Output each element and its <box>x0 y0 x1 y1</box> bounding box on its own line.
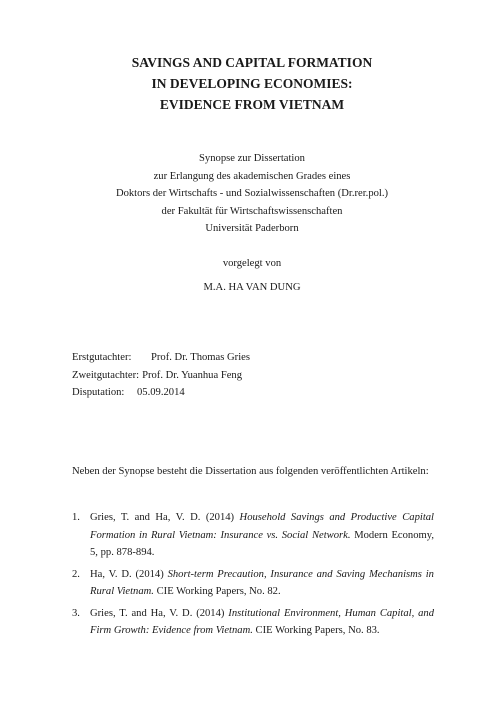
article-title: Household Savings and Productive Capital Formation in Rural Vietnam: Insurance vs. Social Network. <box>90 512 435 541</box>
presented-by-label: vorgelegt von <box>222 258 282 269</box>
synopse-line: der Fakultät für Wirtschaftswissenschaften <box>161 205 343 217</box>
article-number: 2. <box>72 568 80 580</box>
article-authors: Gries, T. and Ha, V. D. (2014) <box>90 512 240 523</box>
article-authors: Gries, T. and Ha, V. D. (2014) <box>90 607 229 619</box>
first-examiner-value: Prof. Dr. Thomas Gries <box>151 352 250 363</box>
list-item <box>72 605 434 640</box>
list-item <box>72 509 434 562</box>
list-item <box>72 566 434 601</box>
author-name: M.A. HA VAN DUNG <box>203 282 301 293</box>
first-examiner-label: Erstgutachter: <box>72 352 132 363</box>
article-source: CIE Working Papers, No. 82. <box>153 586 281 597</box>
first-examiner-row <box>72 349 432 367</box>
article-citation <box>90 566 434 601</box>
second-examiner-value: Prof. Dr. Yuanhua Feng <box>142 369 243 381</box>
article-source: Modern Economy, 5, pp. 878-894. <box>90 529 434 558</box>
title-line: SAVINGS AND CAPITAL FORMATION <box>131 55 373 70</box>
synopse-line: zur Erlangung des akademischen Grades eines <box>153 170 351 182</box>
disputation-row <box>72 384 432 402</box>
synopse-block <box>0 150 504 238</box>
disputation-label: Disputation: <box>72 387 125 398</box>
article-title: Short-term Precaution, Insurance and Saving Mechanisms in Rural Vietnam. <box>90 568 434 597</box>
articles-list <box>72 509 434 644</box>
article-title: Institutional Environment, Human Capital, and Firm Growth: Evidence from Vietnam. <box>90 607 434 636</box>
article-authors: Ha, V. D. (2014) <box>90 568 168 580</box>
synopse-line: Synopse zur Dissertation <box>199 153 305 164</box>
examiners-block <box>72 349 432 402</box>
article-source: CIE Working Papers, No. 83. <box>252 625 380 636</box>
article-number: 1. <box>72 512 80 523</box>
title-line: IN DEVELOPING ECONOMIES: <box>151 76 353 91</box>
article-citation <box>90 509 434 562</box>
document-title <box>0 52 504 115</box>
second-examiner-label: Zweitgutachter: <box>72 369 140 381</box>
article-citation <box>90 605 434 640</box>
article-number: 3. <box>72 607 80 619</box>
title-line: EVIDENCE FROM VIETNAM <box>159 97 345 112</box>
second-examiner-row <box>72 367 432 385</box>
synopse-line: Doktors der Wirtschafts - und Sozialwissenschaften (Dr.rer.pol.) <box>115 188 389 199</box>
disputation-value: 05.09.2014 <box>137 387 185 398</box>
articles-intro: Neben der Synopse besteht die Dissertation aus folgenden veröffentlichten Artikeln: <box>72 466 429 477</box>
synopse-line: Universität Paderborn <box>205 223 299 234</box>
